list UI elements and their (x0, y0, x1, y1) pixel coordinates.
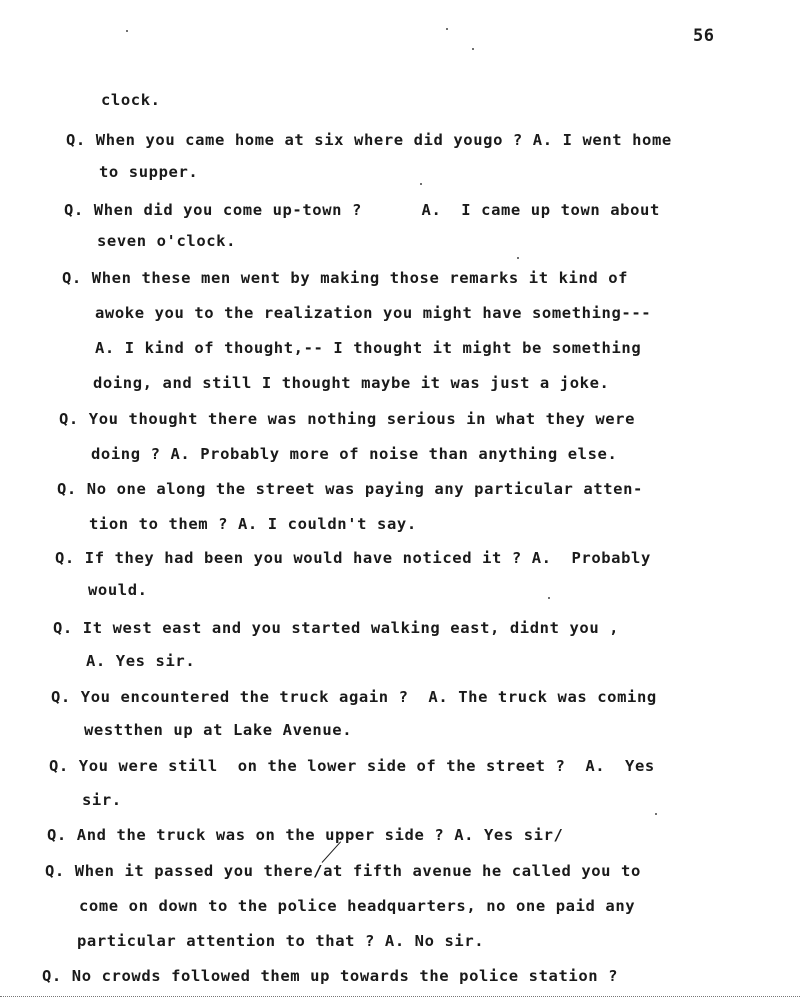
text-line: doing ? A. Probably more of noise than anything else. (91, 445, 618, 463)
text-line: Q. And the truck was on the upper side ? A. Yes sir/ (47, 826, 564, 844)
scan-speck (126, 30, 128, 32)
page-bottom-edge (0, 996, 800, 997)
text-line: awoke you to the realization you might have something--- (95, 304, 652, 322)
text-line: to supper. (99, 163, 199, 181)
text-line: Q. No crowds followed them up towards the police station ? (42, 967, 619, 985)
page-number: 56 (693, 26, 715, 46)
text-line: particular attention to that ? A. No sir. (77, 932, 485, 950)
text-line: A. Yes sir. (86, 652, 196, 670)
scan-speck (517, 257, 519, 259)
text-line: A. I kind of thought,-- I thought it might be something (95, 339, 642, 357)
text-line: tion to them ? A. I couldn't say. (89, 515, 417, 533)
text-line: sir. (82, 791, 122, 809)
text-line: Q. It west east and you started walking east, didnt you , (53, 619, 620, 637)
text-line: seven o'clock. (97, 232, 237, 250)
text-line: would. (88, 581, 148, 599)
text-line: Q. You thought there was nothing serious in what they were (59, 410, 636, 428)
text-line: westthen up at Lake Avenue. (84, 721, 353, 739)
text-line: Q. You were still on the lower side of the street ? A. Yes (49, 757, 655, 775)
text-line: doing, and still I thought maybe it was just a joke. (93, 374, 610, 392)
text-line: Q. If they had been you would have noticed it ? A. Probably (55, 549, 651, 567)
text-line: come on down to the police headquarters, no one paid any (79, 897, 636, 915)
scan-speck (655, 813, 657, 815)
text-line: Q. When these men went by making those remarks it kind of (62, 269, 629, 287)
text-line: Q. You encountered the truck again ? A. The truck was coming (51, 688, 657, 706)
text-line: Q. When it passed you there/at fifth avenue he called you to (45, 862, 641, 880)
scan-speck (472, 48, 474, 50)
scan-speck (446, 28, 448, 30)
scan-speck (548, 597, 550, 599)
scan-speck (420, 183, 422, 185)
text-line: Q. No one along the street was paying any particular atten- (57, 480, 643, 498)
text-line: clock. (101, 91, 161, 109)
text-line: Q. When did you come up-town ? A. I came up town about (64, 201, 660, 219)
text-line: Q. When you came home at six where did yougo ? A. I went home (66, 131, 672, 149)
